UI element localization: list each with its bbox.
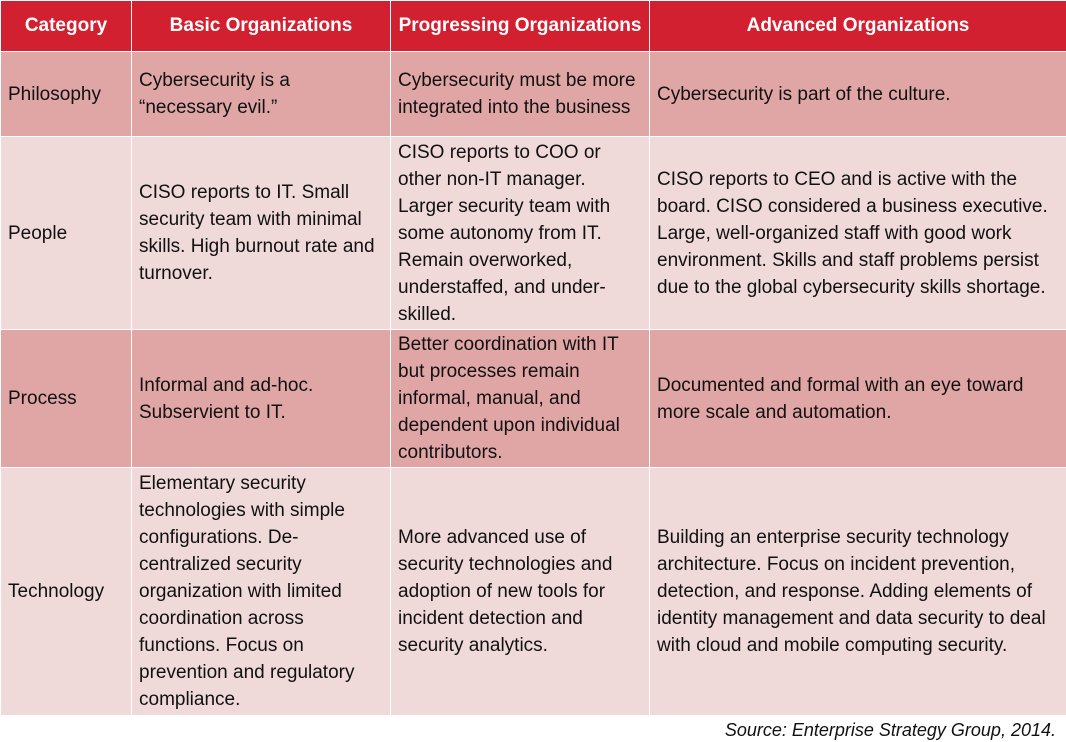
- source-caption: Source: Enterprise Strategy Group, 2014.: [724, 720, 1056, 740]
- progressing-cell: Better coordination with IT but processes remain informal, manual, and dependent upon individual contributors.: [391, 330, 650, 468]
- progressing-cell: More advanced use of security technologies and adoption of new tools for incident detection and security analytics.: [391, 468, 650, 716]
- progressing-cell: CISO reports to COO or other non-IT manager. Larger security team with some autonomy from IT. Remain overworked, understaffed, and under-skilled.: [391, 137, 650, 330]
- table-row-process: [1, 330, 1066, 468]
- category-cell: Process: [1, 330, 132, 468]
- header-basic: Basic Organizations: [132, 1, 391, 52]
- category-cell: People: [1, 137, 132, 330]
- basic-cell: Informal and ad-hoc. Subservient to IT.: [132, 330, 391, 468]
- header-category: Category: [1, 1, 132, 52]
- header-progressing: Progressing Organizations: [391, 1, 650, 52]
- table-row-technology: [1, 468, 1066, 716]
- category-cell: Philosophy: [1, 52, 132, 137]
- advanced-cell: CISO reports to CEO and is active with the board. CISO considered a business executive. Large, well-organized staff with good work environment. Skills and staff problems persist due to the global cybersecurity skills shortage.: [650, 137, 1066, 330]
- progressing-cell: Cybersecurity must be more integrated into the business: [391, 52, 650, 137]
- advanced-cell: Cybersecurity is part of the culture.: [650, 52, 1066, 137]
- advanced-cell: Building an enterprise security technology architecture. Focus on incident prevention, detection, and response. Adding elements of identity management and data security to deal with cloud and mobile computing security.: [650, 468, 1066, 716]
- header-advanced: Advanced Organizations: [650, 1, 1066, 52]
- table-row-people: [1, 137, 1066, 330]
- table-row-philosophy: [1, 52, 1066, 137]
- basic-cell: Cybersecurity is a “necessary evil.”: [132, 52, 391, 137]
- advanced-cell: Documented and formal with an eye toward more scale and automation.: [650, 330, 1066, 468]
- basic-cell: CISO reports to IT. Small security team with minimal skills. High burnout rate and turnover.: [132, 137, 391, 330]
- category-cell: Technology: [1, 468, 132, 716]
- basic-cell: Elementary security technologies with simple configurations. De-centralized security organization with limited coordination across functions. Focus on prevention and regulatory compliance.: [132, 468, 391, 716]
- header-row: [1, 1, 1066, 52]
